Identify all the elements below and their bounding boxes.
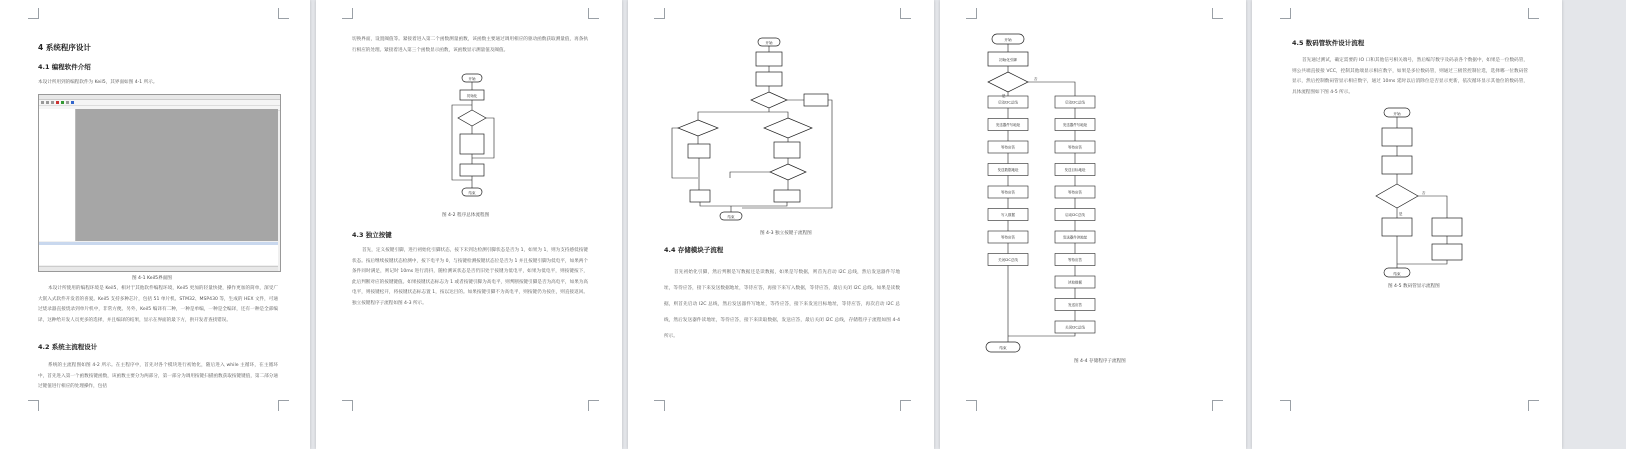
figure-4-5-caption: 图 4-5 数码管显示流程图 — [1388, 284, 1440, 289]
storage-write-step-label: 等待应答 — [1001, 190, 1015, 195]
chapter-heading: 4 系统程序设计 — [38, 43, 91, 52]
digit-flow-no: 否 — [1422, 191, 1426, 195]
storage-write-step-label: 等待应答 — [1001, 145, 1015, 150]
storage-read-step-label: 等待应答 — [1068, 145, 1082, 150]
storage-read-step-label: 等待应答 — [1068, 258, 1082, 262]
digit-flow-yes: 是 — [1399, 212, 1403, 216]
storage-read-step-label: 等待应答 — [1068, 190, 1082, 195]
page-5 — [1252, 0, 1562, 449]
figure-4-2-caption: 图 4-2 程序总体流程图 — [442, 213, 490, 218]
storage-read-step-label: 关闭I2C总线 — [1065, 325, 1085, 330]
continued-paragraph: 切换界面，设置阈值等。紧接着进入第二个函数测量函数，该函数主要通过调用相应的驱动函数获取测量值，再条执行相应的处理。紧接着进入第三个函数显示函数，该函数显示测量值及阈值。 — [352, 37, 588, 53]
storage-read-step-label: 读取数据 — [1068, 280, 1082, 285]
viewer-background — [1566, 0, 1626, 449]
storage-write-step-label: 启动I2C总线 — [998, 100, 1018, 105]
storage-write-step-label: 写入数据 — [1001, 213, 1015, 217]
figure-4-3-caption: 图 4-3 独立按键子流程图 — [760, 231, 812, 236]
page-2 — [316, 0, 622, 449]
main-flow-start: 开始 — [468, 77, 476, 81]
storage-read-step-label: 发送目标地址 — [1064, 168, 1086, 172]
page-3 — [628, 0, 934, 449]
digit-flow-end: 结束 — [1393, 272, 1401, 276]
section-4-5-heading: 4.5 数码管软件设计流程 — [1292, 39, 1365, 47]
section-4-4-body: 首先初始化引脚，然后判断是写数据还是读数据，如果是写数据，则首先启动 I2C 总线，然后发送器件写地址，等待应答，接下来发送数据地址，等待应答，再接下来写入数据，等待应答，最后关闭 I2C 总线。如果是读数据，则首先启动 I2C 总线，然后发送器件写地址，等待应答，接下来发送目标地址，等待应答，再次启动 I2C 总线，然后发送器件读地址，等待应答，接下来读取数据，发送应答，最后关闭 I2C 总线，存储程序子流程如图 4-4 所示。 — [664, 270, 900, 339]
storage-flowchart — [982, 30, 1102, 360]
main-flowchart — [444, 72, 500, 204]
storage-read-step-label: 启动I2C总线 — [1065, 213, 1085, 217]
storage-flow-yes: 是 — [1002, 94, 1006, 98]
section-4-5-body: 首先通过测试，确定需要的 IO 口和其他信号相关端号，然后编写数字及码表各个数据中，如果是一位数码管，则公共端直接接 VCC，控制其他端显示相应数字，如果是多位数码管，则通过三极管控制位选，选择哪一位数码管显示，然后控制数码管显示相应数字，通过 10ms 延时以后消除位是否显示更新，依次循环显示其他位的数码管，具体流程图如下图 4-5 所示。 — [1292, 58, 1528, 95]
section-4-2-heading: 4.2 系统主流程设计 — [38, 343, 98, 351]
section-4-1-heading: 4.1 编程软件介绍 — [38, 63, 91, 71]
storage-write-step-label: 发送数据地址 — [997, 168, 1019, 172]
storage-write-step-label: 关闭I2C总线 — [998, 258, 1018, 262]
storage-write-step-label: 等待应答 — [1001, 235, 1015, 240]
digit-flowchart — [1368, 104, 1470, 284]
main-flow-end: 结束 — [468, 191, 476, 195]
storage-read-step-label: 启动I2C总线 — [1065, 100, 1085, 105]
section-4-3-body: 首先，定义按键引脚，进行初始化引脚状态，按下未到达检测引脚状态是否为 1，如果为 1，则为支持感低按键状态。按后继续按键状态检测中，按下电平为 0，与按键检测按键状态位是否为 1 并且按键引脚为低电平，如果两个条件同时满足，则记时 10ms 进行消抖，随检测该状态是否仍旧处于按键为低电平，如果为低电平，则按键按下，此后判断对应的按键键值。如果按键状态标志为 1 或者按键引脚为高电平，则判断按键引脚是否为高电平，如果为高电平，则按键松开，将按键状态标志置 1，按以达目的。如果按键引脚不为高电平，则按键仍为按住，则直接返回。独立按键程序子流程如图 4-3 所示。 — [352, 248, 588, 306]
section-4-2-body: 系统的主流程图如图 4-2 所示。在主程序中，首先对各个模块进行初始化，随后进入 while 主循环，在主循环中，首先进入第一个函数按键函数，该函数主要分为两部分，第一部分为调用按键扫描函数获取按键键值，第二部分通过键值进行相应的处理操作，包括 — [38, 363, 278, 389]
keil5-screenshot — [38, 94, 281, 272]
section-4-1-body: 本设计所使用的编程环境是 Keil5，相对于其他软件编程环境，Keil5 更加的轻量快捷，操作更加的简单，深受广大嵌入式软件开发者的喜爱。Keil5 支持多种芯片，包括 51 单片机、STM32、MSP430 等，生成的 HEX 文件，可通过烧录器直接烧录到单片机中，非常方便。另外，Keil5 编译有二种，一种是单编，一种是全编译，还有一种是全部编译，这种给开发人员更多的选择，并且编译的结果，显示在界面的最下方，供开发者查找错误。 — [38, 286, 278, 323]
storage-flow-end: 结束 — [999, 346, 1007, 350]
page-4 — [940, 0, 1246, 449]
digit-flow-start: 开始 — [1393, 112, 1401, 116]
storage-write-step-label: 发送器件写地址 — [995, 123, 1021, 127]
key-flowchart — [670, 36, 834, 226]
page-1 — [0, 0, 310, 449]
storage-flow-init: 初始化引脚 — [999, 58, 1017, 62]
main-flow-init: 初始化 — [466, 94, 478, 98]
section-4-4-heading: 4.4 存储模块子流程 — [664, 246, 724, 254]
key-flow-end: 结束 — [727, 215, 735, 219]
section-4-1-intro: 本设计所用到的编程软件为 Keil5，其界面如图 4-1 所示。 — [38, 80, 158, 85]
storage-read-step-label: 发送应答 — [1068, 303, 1082, 307]
storage-flow-no: 否 — [1034, 77, 1038, 81]
storage-read-step-label: 发送器件读地址 — [1062, 235, 1088, 240]
figure-4-1-caption: 图 4-1 Keil5界面图 — [132, 276, 172, 281]
storage-read-step-label: 发送器件写地址 — [1062, 123, 1088, 127]
figure-4-4-caption: 图 4-4 存储程序子流程图 — [1074, 359, 1126, 364]
section-4-3-heading: 4.3 独立按键 — [352, 231, 392, 239]
storage-flow-start: 开始 — [1004, 38, 1012, 42]
key-flow-start: 开始 — [765, 41, 773, 45]
